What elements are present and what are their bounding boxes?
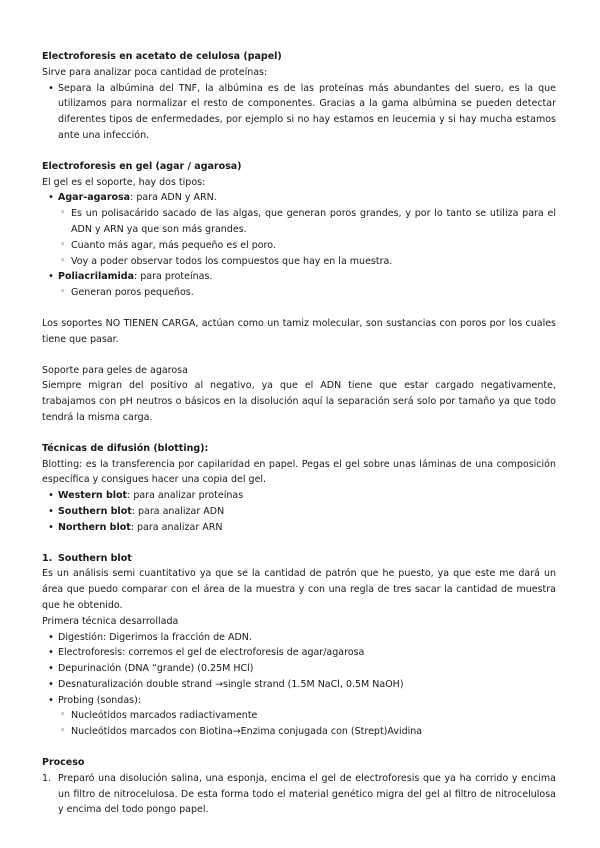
section-title-blotting: Técnicas de difusión (blotting):: [42, 442, 209, 454]
proceso-list: [42, 771, 556, 818]
section-title-southern: [42, 551, 556, 567]
list-item: • Depurinación (DNA “grande) (0.25M HCl): [42, 661, 556, 677]
acetato-list: [42, 81, 556, 144]
section-title-gel: Electroforesis en gel (agar / agarosa): [42, 160, 242, 172]
sub-list-item: ◦ Generan poros pequeños.: [58, 285, 556, 301]
list-item-northern: [42, 520, 556, 536]
probing-sublist: [58, 708, 556, 740]
southern-subtitle: Primera técnica desarrollada: [42, 615, 179, 627]
poli-label: Poliacrilamida: [58, 271, 135, 283]
list-item: • Separa la albúmina del TNF, la albúmina es de las proteínas más abundantes del suero, es la que utilizamos para normalizar el resto de componentes. Gracias a la gama albúmina se pueden detectar diferentes tipos de enfermedades, por ejemplo si no hay estamos en leucemia y si hay mucha estamos ante una infección.: [42, 81, 556, 144]
list-item-poliacrilamida: [42, 269, 556, 301]
list-item-southern: [42, 504, 556, 520]
sub-list-item: ◦ Es un polisacárido sacado de las algas, que generan poros grandes, y por lo tanto se utiliza para el ADN y ARN ya que son más grandes.: [58, 206, 556, 238]
soportes-paragraph: Los soportes NO TIENEN CARGA, actúan como un tamiz molecular, son sustancias con poros por los cuales tiene que pasar.: [42, 317, 556, 345]
southern-text: : para analizar ADN: [131, 505, 225, 517]
section-title-proceso: Proceso: [42, 757, 85, 769]
item-number: 1.: [42, 772, 52, 784]
probing-label: Probing (sondas):: [58, 694, 142, 706]
list-item: • Electroforesis: corremos el gel de electroforesis de agar/agarosa: [42, 645, 556, 661]
sub-list-item: ◦ Cuanto más agar, más pequeño es el poro.: [58, 238, 556, 254]
agar-text: : para ADN y ARN.: [130, 192, 217, 204]
heading-number: 1.: [42, 552, 53, 564]
section-intro-gel: El gel es el soporte, hay dos tipos:: [42, 176, 206, 188]
spacer: [42, 536, 556, 551]
northern-label: Northern blot: [58, 521, 131, 533]
sub-list-item: ◦ Voy a poder observar todos los compuestos que hay en la muestra.: [58, 254, 556, 270]
gel-types-list: [42, 190, 556, 301]
section-intro-acetato: Sirve para analizar poca cantidad de proteínas:: [42, 66, 268, 78]
spacer: [42, 348, 556, 363]
item-text: Preparó una disolución salina, una esponja, encima el gel de electroforesis que ya ha corrido y encima un filtro de nitrocelulosa. De esta forma todo el material genético migra del gel al filtro de nitrocelulosa y encima del todo pongo papel.: [58, 772, 556, 816]
poli-text: : para proteínas.: [134, 271, 213, 283]
southern-label: Southern blot: [58, 505, 132, 517]
list-item-probing: [42, 693, 556, 740]
southern-steps-list: [42, 630, 556, 741]
section-title-soporte: Soporte para geles de agarosa: [42, 364, 188, 376]
spacer: [42, 301, 556, 316]
southern-paragraph: Es un análisis semi cuantitativo ya que se la cantidad de patrón que he puesto, ya que este me dará un área que puedo comparar con el área de la muestra y con una regla de tres sacar la cantidad de muestra que he obtenido.: [42, 568, 556, 611]
list-item-western: [42, 488, 556, 504]
blot-list: [42, 488, 556, 535]
list-item-agar: [42, 190, 556, 269]
western-text: : para analizar proteínas: [127, 490, 244, 502]
list-item: • Digestión: Digerimos la fracción de ADN.: [42, 630, 556, 646]
spacer: [42, 426, 556, 441]
northern-text: : para analizar ARN: [130, 521, 223, 533]
western-label: Western blot: [58, 490, 128, 502]
agar-label: Agar-agarosa: [58, 192, 131, 204]
sub-list-item: ◦ Nucleótidos marcados radiactivamente: [58, 708, 556, 724]
list-item: • Desnaturalización double strand →single strand (1.5M NaCl, 0.5M NaOH): [42, 677, 556, 693]
section-title-acetato: Electroforesis en acetato de celulosa (papel): [42, 51, 282, 62]
numbered-item: [42, 771, 556, 818]
soporte-paragraph: Siempre migran del positivo al negativo, ya que el ADN tiene que estar cargado negativamente, trabajamos con pH neutros o básicos en la disolución aquí la separación será solo por tamaño ya que todo tendrá la misma carga.: [42, 380, 556, 423]
blotting-paragraph: Blotting: es la transferencia por capilaridad en papel. Pegas el gel sobre unas láminas de una composición específica y consigues hacer una copia del gel.: [42, 458, 556, 486]
spacer: [42, 144, 556, 159]
spacer: [42, 740, 556, 755]
sub-list-item: ◦ Nucleótidos marcados con Biotina→Enzima conjugada con (Strept)Avidina: [58, 724, 556, 740]
heading-text: Southern blot: [58, 552, 132, 564]
agar-sublist: [58, 206, 556, 269]
poli-sublist: [58, 285, 556, 301]
